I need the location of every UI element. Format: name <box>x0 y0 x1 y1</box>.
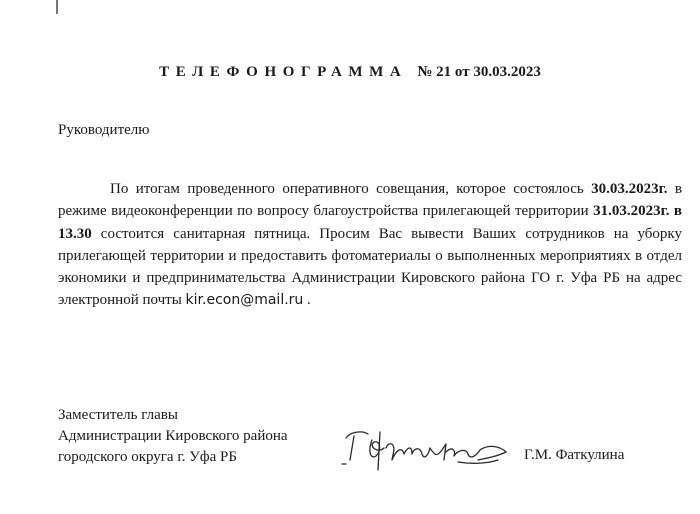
body-text-4: состоится санитарная пятница. Просим Вас вывести Ваших сотрудников на уборку прилегающей территории и предоставить фотоматериалы о выполненных мероприятиях в отдел экономики и предпринимательства Администрации Кировского района ГО г. Уфа РБ на адрес электронной почты <box>58 225 682 309</box>
addressee: Руководителю <box>58 122 150 138</box>
scan-mark <box>56 0 58 14</box>
body-text-2: в режиме видеоконференции по вопросу благоустройства прилегающей территории <box>58 181 682 220</box>
event-time: в 13.30 <box>58 203 682 242</box>
body-paragraph <box>58 178 682 312</box>
body-end: . <box>303 292 311 309</box>
document-title <box>0 64 700 81</box>
signer-name: Г.М. Фаткулина <box>524 447 625 463</box>
handwritten-signature <box>338 420 513 480</box>
position-line-2: Администрации Кировского района <box>58 428 288 444</box>
meeting-date: 30.03.2023г. <box>591 181 668 197</box>
email-address: kir.econ@mail.ru <box>185 292 304 309</box>
body-text-1: По итогам проведенного оперативного совещания, которое состоялось <box>110 181 592 197</box>
position-line-3: городского округа г. Уфа РБ <box>58 449 238 465</box>
event-date: 31.03.2023г. <box>593 203 670 220</box>
signature-block <box>58 405 288 468</box>
title-number: № 21 от 30.03.2023 <box>417 64 541 80</box>
document-body <box>58 178 682 312</box>
title-word: ТЕЛЕФОНОГРАММА <box>159 64 408 80</box>
position-line-1: Заместитель главы <box>58 407 178 423</box>
